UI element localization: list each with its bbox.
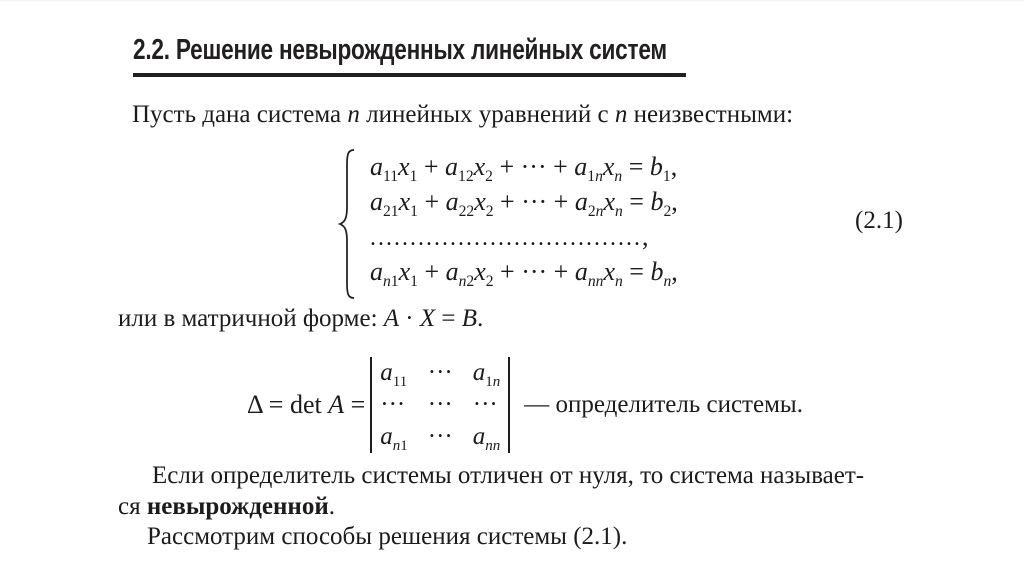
matrix-cell: $a_{1n}$ (472, 359, 501, 390)
determinant-lhs: Δ = det A = (247, 390, 366, 419)
intro-paragraph: Пусть дана система n линейных уравнений с n неизвестными: (132, 101, 794, 128)
equation-number: (2.1) (855, 207, 903, 234)
equation-system (338, 149, 678, 299)
determinant-matrix (370, 357, 510, 453)
matrix-cell: ··· (380, 391, 406, 418)
equation-line-1: $a_{11}x_1 + a_{12}x_2$ + ··· + $a_{1n}x_n = b_1$, (370, 152, 678, 186)
matrix-cell: ··· (427, 423, 453, 450)
matrix-cell: ··· (472, 391, 498, 418)
matrix-cell: ··· (427, 391, 453, 418)
paragraph-if-line2: ся невырожденной. (118, 493, 335, 520)
matrix-cell: ··· (427, 359, 453, 386)
equation-line-n: $a_{n1}x_1 + a_{n2}x_2$ + ··· + $a_{nn}x_n = b_n$, (370, 257, 678, 291)
matrix-cell: $a_{n1}$ (380, 423, 408, 454)
equation-line-dots: .................................., (370, 222, 649, 251)
page-title: 2.2. Решение невырожденных линейных систем (133, 34, 667, 66)
curly-brace-icon (338, 149, 358, 299)
title-underline (133, 73, 686, 77)
equation-lines (370, 149, 678, 299)
matrix-form-line: или в матричной форме: A · X = B. (118, 305, 484, 332)
paragraph-if-line1: Если определитель системы отличен от нуля, то система называет- (152, 462, 865, 489)
matrix-cell: $a_{11}$ (380, 359, 408, 390)
determinant-definition (247, 357, 803, 453)
determinant-caption: — определитель системы. (524, 391, 803, 418)
matrix-cell: $a_{nn}$ (472, 423, 501, 454)
paragraph-consider: Рассмотрим способы решения системы (2.1). (147, 523, 628, 550)
equation-line-2: $a_{21}x_1 + a_{22}x_2$ + ··· + $a_{2n}x_n = b_2$, (370, 187, 678, 221)
